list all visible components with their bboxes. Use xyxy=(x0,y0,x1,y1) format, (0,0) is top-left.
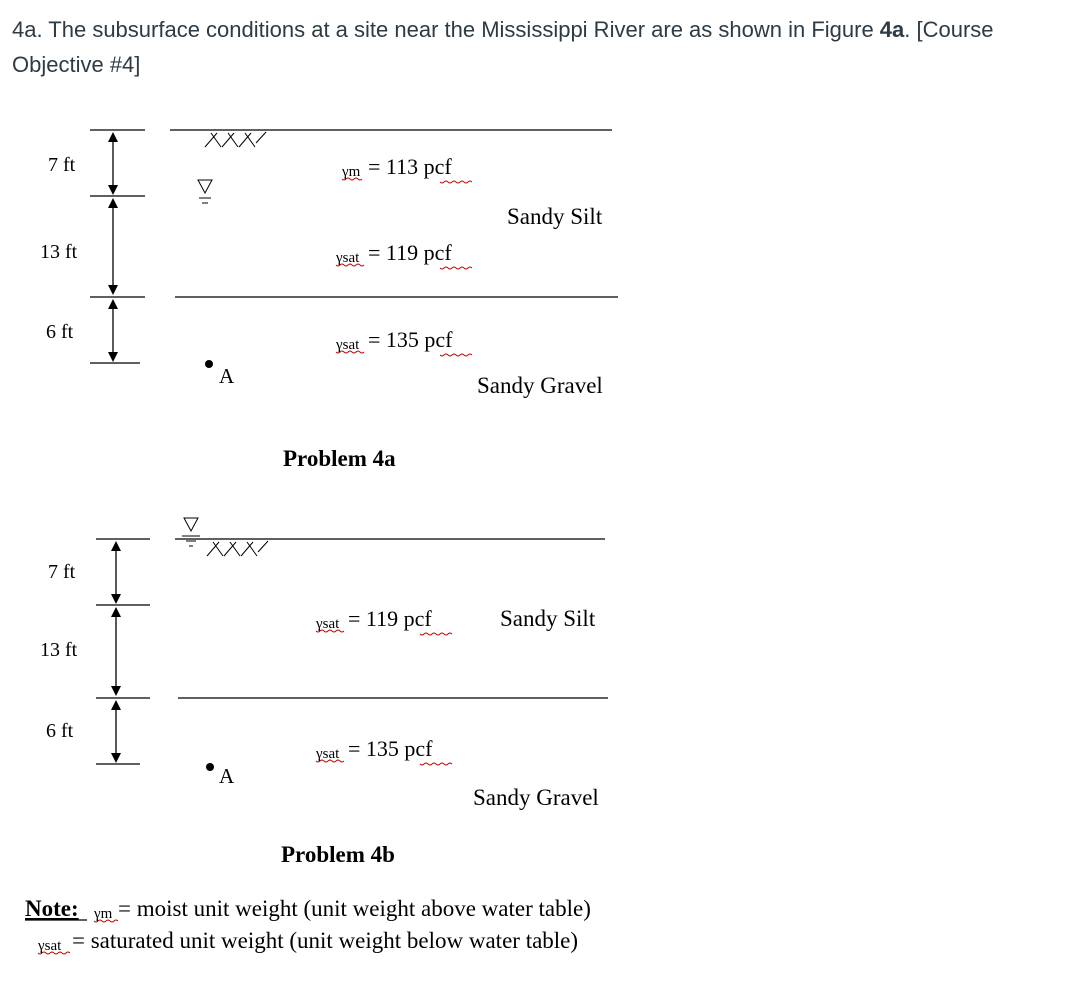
gamma-m-equation xyxy=(341,154,472,183)
layer-label-sandy-gravel: Sandy Gravel xyxy=(477,373,603,398)
gamma-sat-value: = 119 pcf xyxy=(348,606,432,631)
note-line-2: = saturated unit weight (unit weight below water table) xyxy=(72,928,579,953)
dim-label-6ft: 6 ft xyxy=(46,720,74,742)
gamma-sat-symbol: γsat xyxy=(38,938,62,954)
problem-4a-diagram xyxy=(40,130,618,471)
point-a-label: A xyxy=(219,764,235,788)
figure-reference: 4a xyxy=(879,17,905,42)
ground-hatch-icon xyxy=(207,541,268,556)
point-a-marker xyxy=(206,763,214,771)
layer-label-sandy-gravel: Sandy Gravel xyxy=(473,785,599,810)
dim-label-13ft: 13 ft xyxy=(40,639,78,661)
gamma-sat-equation xyxy=(315,606,452,635)
problem-4b-diagram xyxy=(40,518,608,867)
water-table-icon xyxy=(198,180,212,203)
gamma-sat-value: = 135 pcf xyxy=(368,327,453,352)
gamma-sat-equation xyxy=(335,327,472,356)
gamma-m-value: = 113 pcf xyxy=(368,154,452,179)
gamma-sat-equation xyxy=(315,736,452,765)
dim-label-7ft: 7 ft xyxy=(48,154,76,176)
point-a-marker xyxy=(205,360,213,368)
gamma-m-symbol: γm xyxy=(94,906,113,922)
ground-hatch-icon xyxy=(205,132,266,147)
water-table-icon xyxy=(182,518,200,546)
problem-4b-title: Problem 4b xyxy=(281,842,395,867)
gamma-sat-symbol: γsat xyxy=(336,250,360,266)
layer-label-sandy-silt: Sandy Silt xyxy=(507,204,603,229)
question-suffix: . [Course Objective #4] xyxy=(12,17,994,77)
gamma-sat-symbol: γsat xyxy=(316,616,340,632)
question-prefix: 4a. The subsurface conditions at a site near the Mississippi River are as shown in Figure xyxy=(12,17,880,42)
dimension-line xyxy=(96,539,150,764)
point-a-label: A xyxy=(219,364,235,388)
problem-4a-title: Problem 4a xyxy=(283,446,396,471)
layer-label-sandy-silt: Sandy Silt xyxy=(500,606,596,631)
gamma-sat-value: = 135 pcf xyxy=(348,736,433,761)
dim-label-7ft: 7 ft xyxy=(48,561,76,583)
note-line-1: = moist unit weight (unit weight above water table) xyxy=(118,896,591,921)
gamma-sat-symbol: γsat xyxy=(316,746,340,762)
dimension-line xyxy=(90,130,145,363)
dim-label-6ft: 6 ft xyxy=(46,321,74,343)
note-section xyxy=(25,896,591,954)
note-label: Note: xyxy=(25,896,79,921)
gamma-sat-symbol: γsat xyxy=(336,337,360,353)
gamma-m-symbol: γm xyxy=(342,164,361,180)
dim-label-13ft: 13 ft xyxy=(40,241,78,263)
gamma-sat-value: = 119 pcf xyxy=(368,240,452,265)
gamma-sat-equation xyxy=(335,240,472,269)
